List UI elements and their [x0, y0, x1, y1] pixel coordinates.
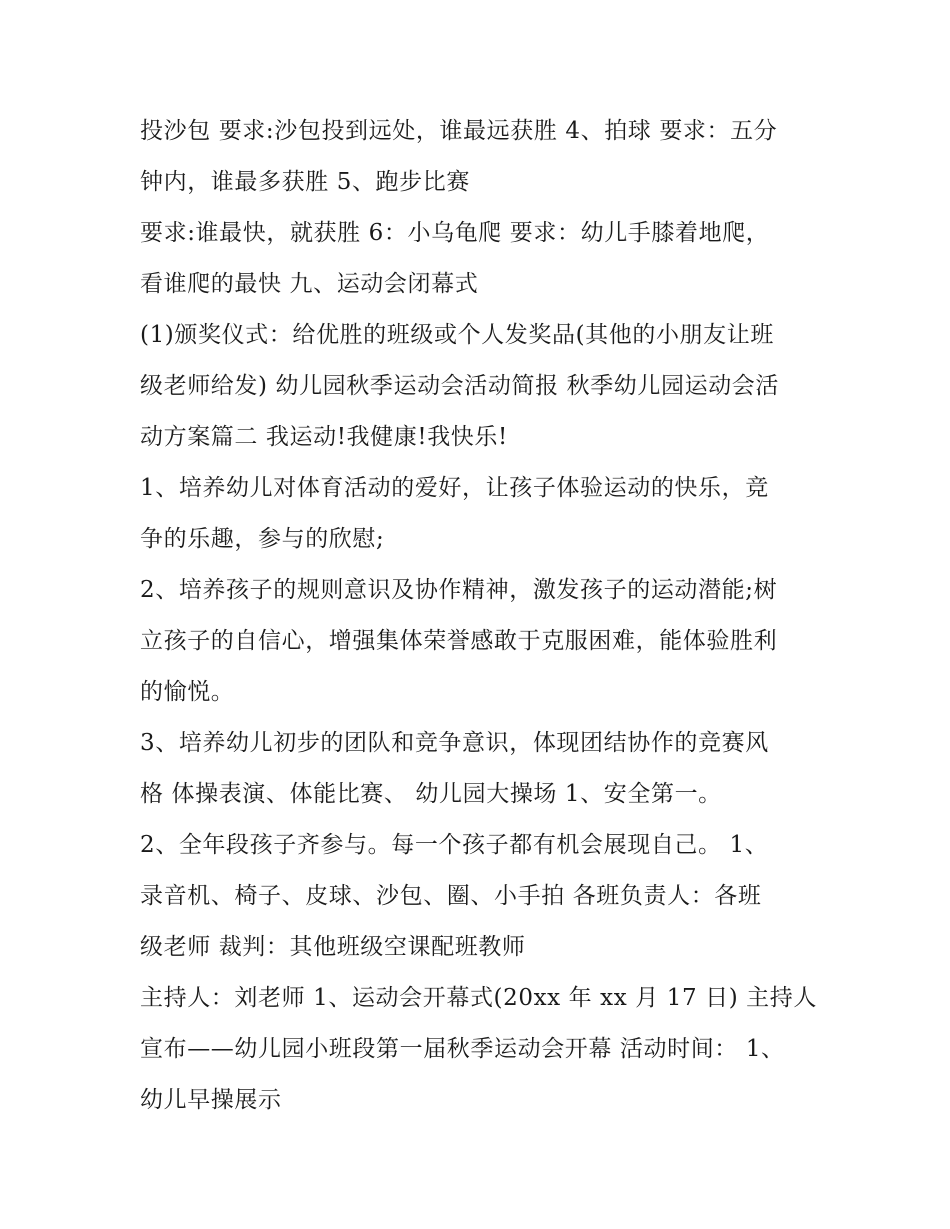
- text-line: 格 体操表演、体能比赛、 幼儿园大操场 1、安全第一。: [140, 781, 722, 807]
- text-line: (1)颁奖仪式：给优胜的班级或个人发奖品(其他的小朋友让班: [140, 322, 774, 348]
- text-line: 级老师 裁判：其他班级空课配班教师: [140, 934, 526, 960]
- text-line: 3、培养幼儿初步的团队和竞争意识，体现团结协作的竞赛风: [140, 730, 769, 756]
- text-line: 看谁爬的最快 九、运动会闭幕式: [140, 271, 479, 297]
- text-line: 主持人：刘老师 1、运动会开幕式(20xx 年 xx 月 17 日) 主持人: [140, 985, 817, 1011]
- text-line: 投沙包 要求:沙包投到远处，谁最远获胜 4、拍球 要求：五分: [140, 118, 778, 144]
- text-line: 1、培养幼儿对体育活动的爱好，让孩子体验运动的快乐，竞: [140, 475, 769, 501]
- text-line: 宣布——幼儿园小班段第一届秋季运动会开幕 活动时间： 1、: [140, 1036, 785, 1062]
- text-line: 动方案篇二 我运动!我健康!我快乐!: [140, 424, 508, 450]
- document-body: [140, 106, 820, 1126]
- text-line: 钟内，谁最多获胜 5、跑步比赛: [140, 169, 470, 195]
- text-line: 2、培养孩子的规则意识及协作精神，激发孩子的运动潜能;树: [140, 577, 778, 603]
- text-line: 的愉悦。: [140, 679, 235, 705]
- text-line: 录音机、椅子、皮球、沙包、圈、小手拍 各班负责人：各班: [140, 883, 762, 909]
- text-line: 立孩子的自信心，增强集体荣誉感敢于克服困难，能体验胜利: [140, 628, 778, 654]
- text-line: 要求:谁最快，就获胜 6：小乌龟爬 要求：幼儿手膝着地爬，: [140, 220, 770, 246]
- text-line: 级老师给发) 幼儿园秋季运动会活动简报 秋季幼儿园运动会活: [140, 373, 779, 399]
- text-line: 2、全年段孩子齐参与。每一个孩子都有机会展现自己。 1、: [140, 832, 769, 858]
- text-line: 争的乐趣，参与的欣慰;: [140, 526, 385, 552]
- text-line: 幼儿早操展示: [140, 1087, 282, 1113]
